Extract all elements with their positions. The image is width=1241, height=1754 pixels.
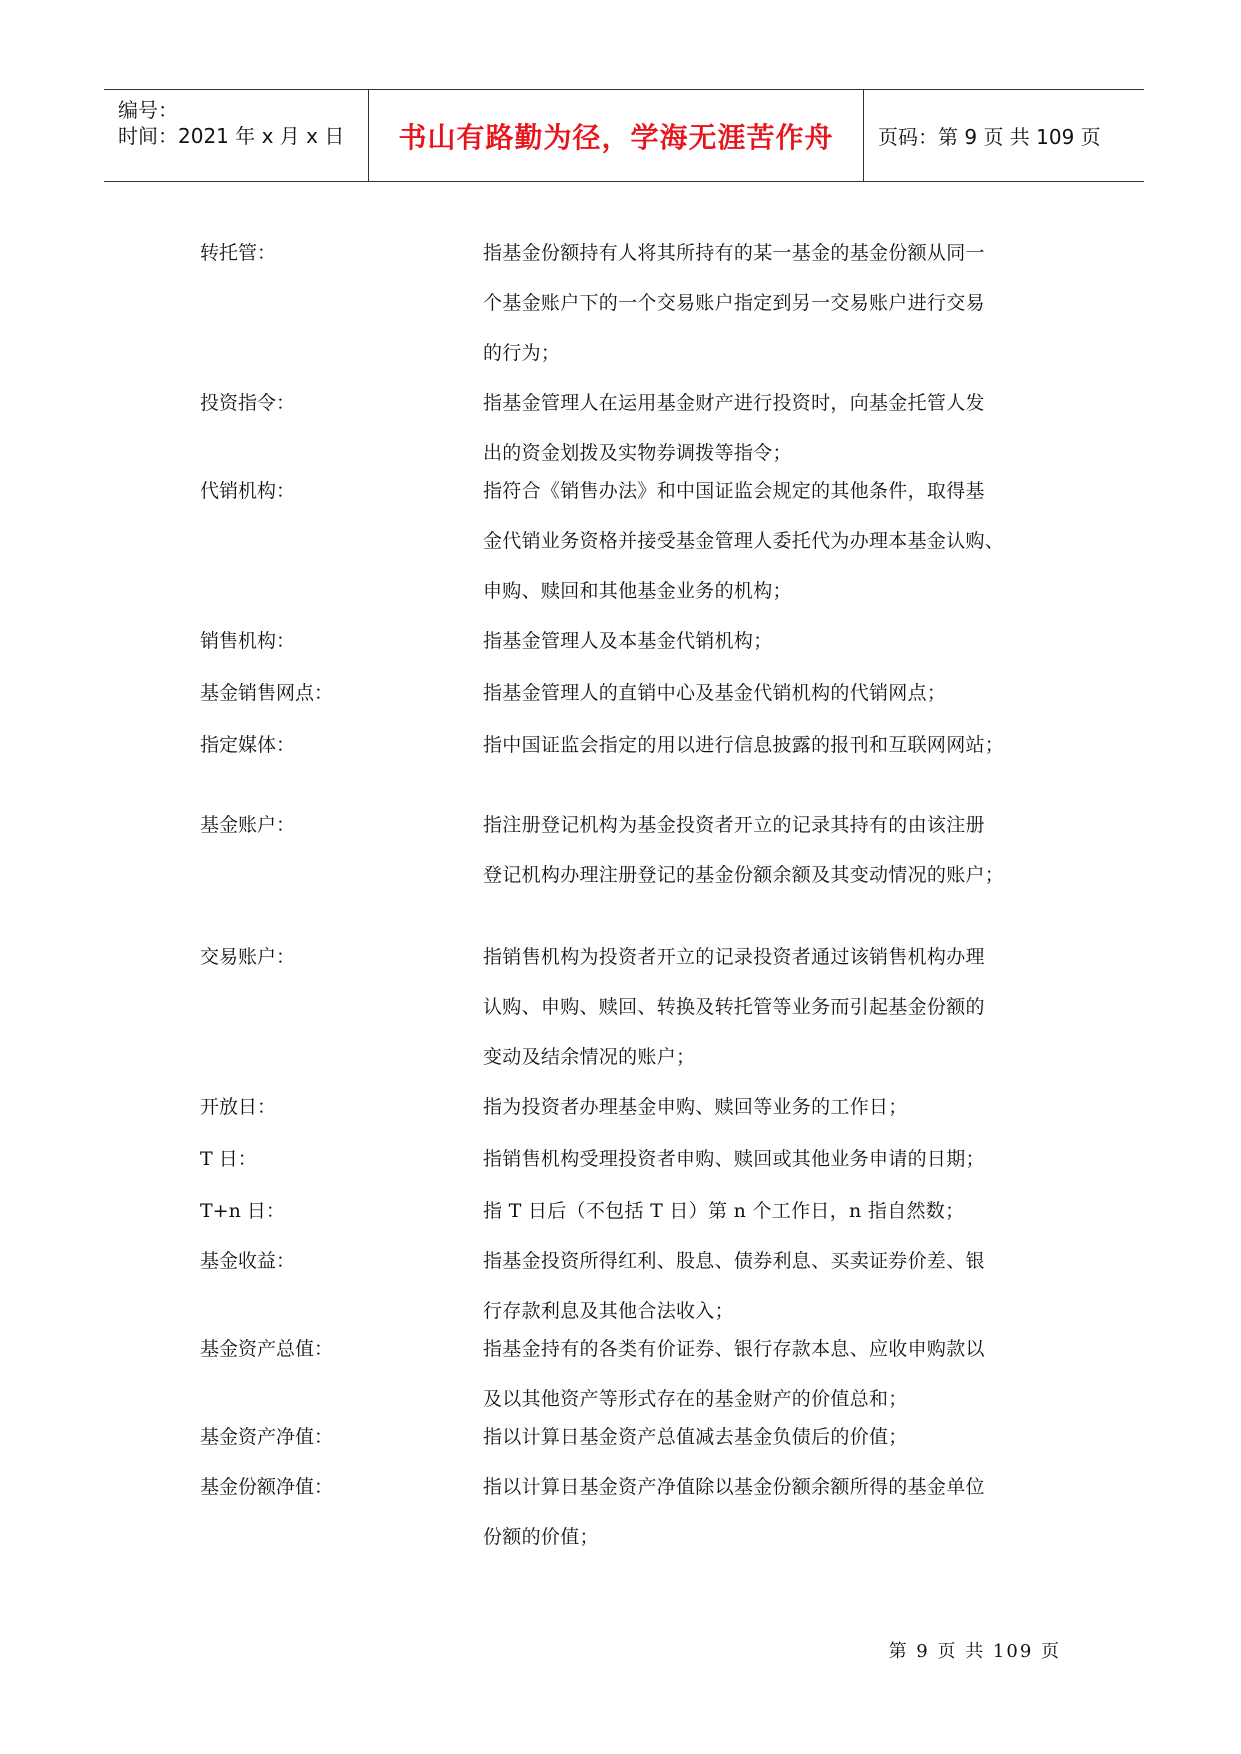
definition-entry (200, 616, 1080, 666)
page-footer-number: 第 9 页 共 109 页 (888, 1641, 1061, 1662)
definition-text (483, 1412, 1073, 1462)
definition-entry (200, 1236, 1080, 1324)
definition-term: 交易账户： (200, 946, 296, 968)
definition-text (483, 616, 1073, 666)
definition-text (483, 1186, 1073, 1236)
definition-line: 出的资金划拨及实物券调拨等指令； (483, 442, 792, 464)
definition-line: 指以计算日基金资产总值减去基金负债后的价值； (483, 1426, 908, 1448)
header-page-number: 页码：第 9 页 共 109 页 (878, 125, 1101, 149)
definition-entry (200, 1412, 1080, 1462)
definition-line: 指基金管理人及本基金代销机构； (483, 630, 773, 652)
definition-entry (200, 1134, 1080, 1184)
definition-term: 基金资产净值： (200, 1426, 334, 1448)
definition-term: 基金销售网点： (200, 682, 334, 704)
document-number-label: 编号： (118, 98, 178, 122)
definition-entry (200, 228, 1080, 378)
definition-entry (200, 1462, 1080, 1550)
definition-line: 指为投资者办理基金申购、赎回等业务的工作日； (483, 1096, 908, 1118)
definition-line: 的行为； (483, 342, 561, 364)
definition-term: 基金份额净值： (200, 1476, 334, 1498)
header-meta-cell (104, 90, 369, 181)
definition-entry (200, 466, 1080, 616)
definition-entry (200, 668, 1080, 718)
definition-line: 指 T 日后（不包括 T 日）第 n 个工作日，n 指自然数； (483, 1200, 965, 1222)
definition-term: 投资指令： (200, 392, 296, 414)
definition-term: T 日： (200, 1148, 257, 1170)
definition-term: 基金账户： (200, 814, 296, 836)
definition-term: 指定媒体： (200, 734, 296, 756)
definition-line: 指注册登记机构为基金投资者开立的记录其持有的由该注册 (483, 814, 985, 836)
header-motto: 书山有路勤为径，学海无涯苦作舟 (398, 120, 834, 154)
definition-line: 登记机构办理注册登记的基金份额余额及其变动情况的账户； (483, 864, 1005, 886)
definitions-list (200, 228, 1080, 1550)
definition-term: 转托管： (200, 242, 277, 264)
definition-line: 金代销业务资格并接受基金管理人委托代为办理本基金认购、 (483, 530, 1005, 552)
definition-line: 行存款利息及其他合法收入； (483, 1300, 734, 1322)
definition-line: 指基金投资所得红利、股息、债券利息、买卖证券价差、银 (483, 1250, 985, 1272)
definition-line: 指销售机构受理投资者申购、赎回或其他业务申请的日期； (483, 1148, 985, 1170)
definition-text (483, 1134, 1073, 1184)
definition-term: 销售机构： (200, 630, 296, 652)
definition-line: 认购、申购、赎回、转换及转托管等业务而引起基金份额的 (483, 996, 985, 1018)
definition-text (483, 932, 1073, 1082)
definition-text (483, 228, 1073, 378)
definition-line: 指中国证监会指定的用以进行信息披露的报刊和互联网网站； (483, 734, 1005, 756)
definition-line: 指基金管理人在运用基金财产进行投资时，向基金托管人发 (483, 392, 985, 414)
definition-entry (200, 800, 1080, 900)
page-header (104, 89, 1144, 182)
definition-line: 个基金账户下的一个交易账户指定到另一交易账户进行交易 (483, 292, 985, 314)
definition-line: 申购、赎回和其他基金业务的机构； (483, 580, 792, 602)
definition-line: 份额的价值； (483, 1526, 599, 1548)
definition-text (483, 1462, 1073, 1550)
definition-line: 指基金持有的各类有价证券、银行存款本息、应收申购款以 (483, 1338, 985, 1360)
definition-term: 开放日： (200, 1096, 277, 1118)
definition-term: 基金资产总值： (200, 1338, 334, 1360)
definition-text (483, 378, 1073, 466)
definition-text (483, 720, 1073, 770)
definition-term: T+n 日： (200, 1200, 285, 1222)
definition-text (483, 466, 1073, 616)
definition-line: 指以计算日基金资产净值除以基金份额余额所得的基金单位 (483, 1476, 985, 1498)
definition-term: 基金收益： (200, 1250, 296, 1272)
definition-entry (200, 378, 1080, 466)
definition-entry (200, 720, 1080, 770)
definition-term: 代销机构： (200, 480, 296, 502)
definition-text (483, 668, 1073, 718)
document-date-label: 时间：2021 年 x 月 x 日 (118, 124, 345, 148)
definition-text (483, 800, 1073, 900)
definition-line: 变动及结余情况的账户； (483, 1046, 696, 1068)
definition-text (483, 1324, 1073, 1412)
definition-entry (200, 932, 1080, 1082)
definition-entry (200, 1082, 1080, 1132)
definition-line: 指基金管理人的直销中心及基金代销机构的代销网点； (483, 682, 947, 704)
definition-line: 指基金份额持有人将其所持有的某一基金的基金份额从同一 (483, 242, 985, 264)
definition-line: 指符合《销售办法》和中国证监会规定的其他条件，取得基 (483, 480, 985, 502)
definition-line: 指销售机构为投资者开立的记录投资者通过该销售机构办理 (483, 946, 985, 968)
definition-text (483, 1082, 1073, 1132)
header-motto-cell (369, 90, 864, 181)
definition-text (483, 1236, 1073, 1324)
definition-entry (200, 1324, 1080, 1412)
definition-line: 及以其他资产等形式存在的基金财产的价值总和； (483, 1388, 908, 1410)
definition-entry (200, 1186, 1080, 1236)
